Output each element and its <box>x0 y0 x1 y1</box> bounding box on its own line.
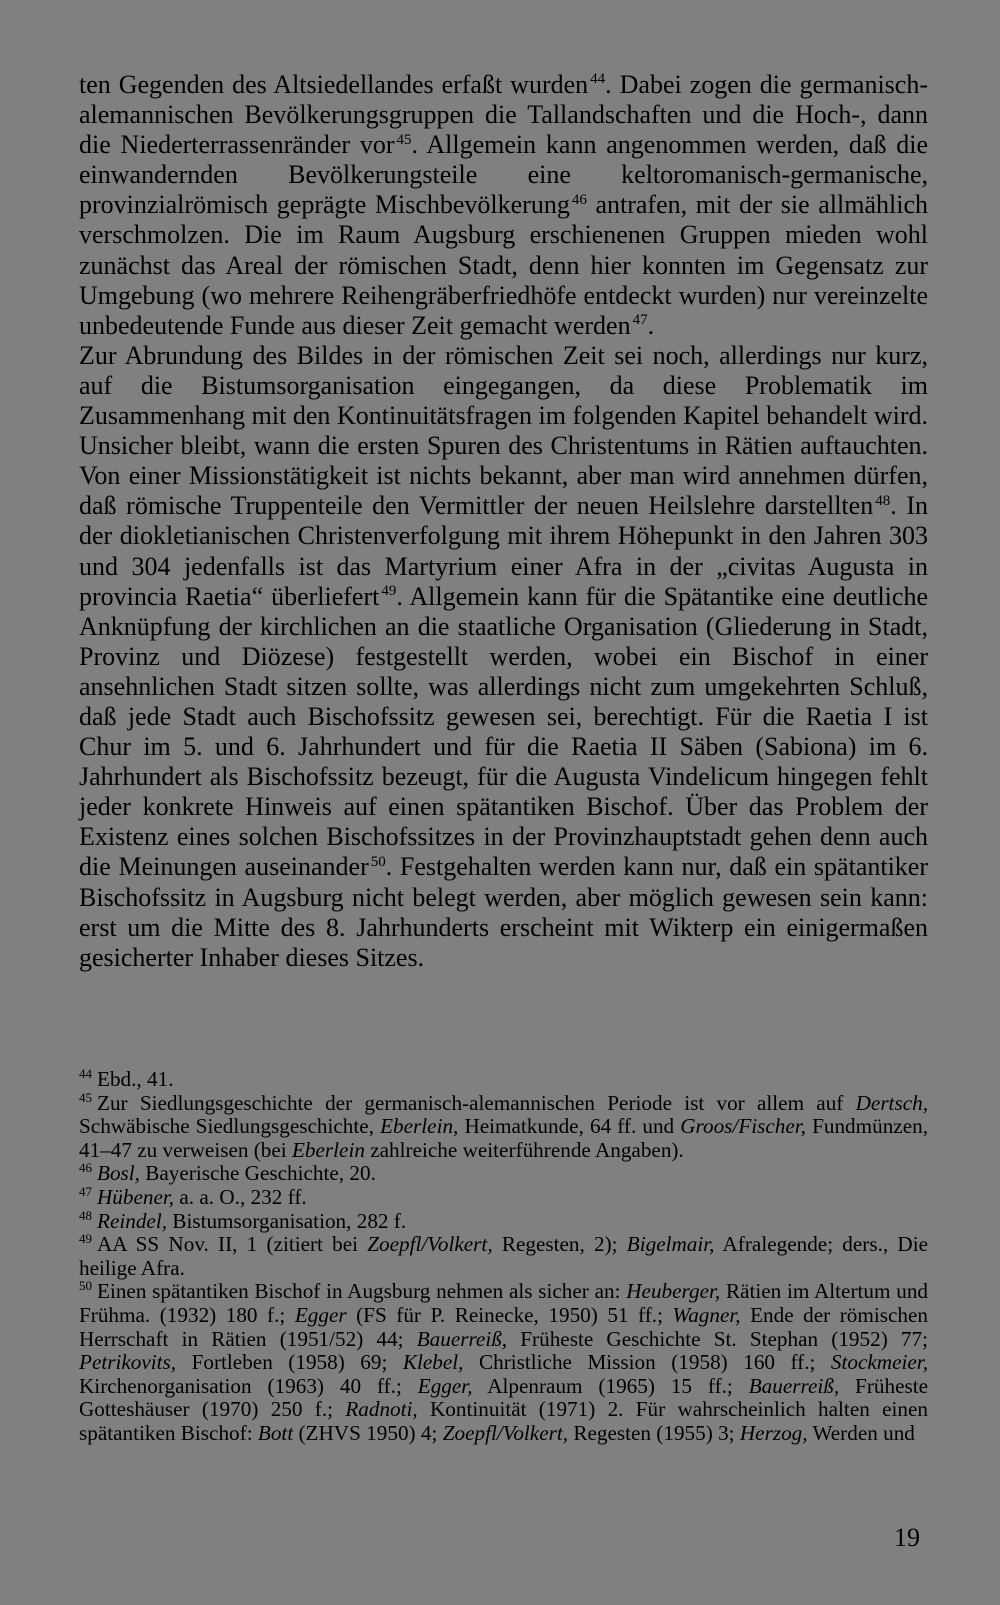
footnote-ref: 44 <box>590 71 606 88</box>
text-segment: . Allgemein kann angenommen werden, daß die einwandernden Bevölkerungsteile eine keltoromanisch-germanische, provinzialrömisch geprägte Mischbevölkerung <box>79 130 928 220</box>
note-text: Ende der römischen Herrschaft in Rätien (1951/52) 44; <box>79 1302 928 1351</box>
text-segment: . Dabei zogen die germanisch-alemannischen Bevölkerungsgruppen die Tallandschaften und die Hoch-, dann die Niederterrassenränder vor <box>79 70 928 160</box>
page-number: 19 <box>894 1523 920 1552</box>
footnote-number: 47 <box>79 1183 92 1199</box>
note-text: Zur Siedlungsgeschichte der germanisch-alemannischen Periode ist vor allem auf <box>97 1090 856 1115</box>
text-segment: Zur Abrundung des Bildes in der römischen Zeit sei noch, allerdings nur kurz, auf die Bistumsorganisation eingegangen, da diese Problematik im Zusammenhang mit den Kontinuitätsfragen im folgenden Kapitel behandelt wird. Unsicher bleibt, wann die ersten Spuren des Christentums in Rätien auftauchten. Von einer Missionstätigkeit ist nichts bekannt, aber man wird annehmen dürfen, daß römische Truppenteile den Vermittler der neuen Heilslehre darstellten <box>79 340 928 521</box>
author-name: Bigelmair, <box>626 1232 715 1257</box>
note-text: Christliche Mission (1958) 160 ff.; <box>463 1350 831 1375</box>
footnote <box>79 1183 928 1210</box>
note-text: (FS für P. Reinecke, 1950) 51 ff.; <box>346 1302 673 1327</box>
note-text: AA SS Nov. II, 1 (zitiert bei <box>97 1232 368 1257</box>
author-name: Bosl, <box>97 1161 140 1186</box>
body-text <box>79 70 928 973</box>
footnote-ref: 46 <box>571 191 587 208</box>
author-name: Petrikovits, <box>79 1350 177 1375</box>
note-text: Bistumsorganisation, 282 f. <box>167 1208 407 1233</box>
note-text: Schwäbische Siedlungsgeschichte, <box>79 1114 381 1139</box>
author-name: Klebel, <box>402 1350 464 1375</box>
note-text: Früheste Gotteshäuser (1970) 250 f.; <box>79 1373 929 1422</box>
note-text: Früheste Geschichte St. Stephan (1952) 77; <box>507 1326 928 1351</box>
text-segment: . <box>647 310 655 340</box>
footnote-ref: 50 <box>370 853 386 870</box>
author-name: Eberlein <box>291 1137 365 1162</box>
author-name: Bott <box>257 1420 294 1445</box>
text-segment: . Festgehalten werden kann nur, daß ein spätantiker Bischofssitz in Augsburg nicht belegt werden, aber möglich gewesen sein kann: erst um die Mitte des 8. Jahrhunderts erscheint mit Wikterp ein einigermaßen gesicherter Inhaber dieses Sitzes. <box>79 852 928 972</box>
footnote <box>79 1207 928 1234</box>
note-text: Kirchenorganisation (1963) 40 ff.; <box>79 1373 418 1398</box>
footnote <box>79 1233 928 1280</box>
note-text: Kontinuität (1971) 2. Für wahrscheinlich halten einen spätantiken Bischof: <box>79 1397 928 1445</box>
author-name: Bauerreiß, <box>416 1326 508 1351</box>
author-name: Eberlein, <box>380 1114 459 1139</box>
note-text: Heimatkunde, 64 ff. und <box>458 1114 681 1139</box>
note-text: Einen spätantiken Bischof in Augsburg nehmen als sicher an: <box>97 1279 627 1304</box>
note-text: Fundmünzen, 41–47 zu verweisen (bei <box>79 1114 929 1162</box>
note-text: a. a. O., 232 ff. <box>174 1184 307 1209</box>
paragraph <box>79 70 928 341</box>
footnote-number: 48 <box>79 1207 92 1223</box>
author-name: Stockmeier, <box>830 1350 928 1375</box>
text-segment: . Allgemein kann für die Spätantike eine deutliche Anknüpfung der kirchlichen an die staatliche Organisation (Gliederung in Stadt, Provinz und Diözese) festgestellt werden, wobei ein Bischof in einer ansehnlichen Stadt sitzen sollte, was allerdings nicht zum umgekehrten Schluß, daß jede Stadt auch Bischofssitz gewesen sei, berechtigt. Für die Raetia I ist Chur im 5. und 6. Jahrhundert und für die Raetia II Säben (Sabiona) im 6. Jahrhundert als Bischofssitz bezeugt, für die Augusta Vindelicum hingegen fehlt jeder konkrete Hinweis auf einen spätantiken Bischof. Über das Problem der Existenz eines solchen Bischofssitzes in der Provinzhauptstadt gehen denn auch die Meinungen auseinander <box>79 581 928 882</box>
note-text: Rätien im Altertum und Frühma. (1932) 180 f.; <box>79 1279 929 1327</box>
footnote-number: 44 <box>79 1065 92 1081</box>
note-text: Ebd., 41. <box>97 1067 174 1091</box>
author-name: Zoepfl/Volkert, <box>367 1232 493 1257</box>
author-name: Bauerreiß, <box>748 1373 840 1398</box>
footnote-ref: 47 <box>632 312 648 329</box>
footnote-ref: 45 <box>396 131 412 148</box>
note-text: zahlreiche weiterführende Angaben). <box>364 1137 684 1162</box>
author-name: Egger <box>294 1302 347 1327</box>
text-segment: . In der diokletianischen Christenverfolgung mit ihrem Höhepunkt in den Jahren 303 und 304 jedenfalls ist das Martyrium einer Afra in der „civitas Augusta in provincia Raetia“ überliefert <box>79 491 928 611</box>
author-name: Hübener, <box>97 1184 175 1209</box>
note-text: (ZHVS 1950) 4; <box>293 1420 443 1445</box>
author-name: Groos/Fischer, <box>680 1114 806 1139</box>
author-name: Dertsch, <box>855 1090 928 1115</box>
footnote-number: 46 <box>79 1160 92 1176</box>
note-text: Afralegende; ders., Die heilige Afra. <box>79 1232 928 1280</box>
footnote <box>79 1162 928 1186</box>
text-segment: antrafen, mit der sie allmählich verschmolzen. Die im Raum Augsburg erschienenen Gruppen mieden wohl zunächst das Areal der römischen Stadt, denn hier konnten im Gegensatz zur Umgebung (wo mehrere Reihengräberfriedhöfe entdeckt wurden) nur vereinzelte unbedeutende Funde aus dieser Zeit gemacht werden <box>79 190 928 340</box>
footnote-ref: 48 <box>875 492 891 509</box>
note-text: Alpenraum (1965) 15 ff.; <box>472 1373 749 1398</box>
footnote <box>79 1089 929 1163</box>
footnote-number: 49 <box>79 1231 92 1247</box>
author-name: Radnoti, <box>345 1397 418 1422</box>
footnote-number: 45 <box>79 1089 92 1105</box>
note-text: Fortleben (1958) 69; <box>176 1350 403 1375</box>
footnote-ref: 49 <box>381 582 397 599</box>
note-text: Bayerische Geschichte, 20. <box>139 1161 376 1186</box>
footnotes <box>79 1065 929 1446</box>
author-name: Egger, <box>417 1373 473 1398</box>
paragraph <box>79 341 928 973</box>
text-segment: ten Gegenden des Altsiedellandes erfaßt wurden <box>79 70 589 99</box>
author-name: Herzog, <box>739 1420 808 1445</box>
author-name: Reindel, <box>97 1208 168 1233</box>
footnote-number: 50 <box>79 1278 92 1294</box>
author-name: Wagner, <box>672 1302 741 1327</box>
note-text: Werden und <box>807 1420 915 1445</box>
author-name: Zoepfl/Volkert, <box>442 1420 569 1445</box>
note-text: Regesten (1955) 3; <box>568 1420 740 1445</box>
footnote <box>79 1280 928 1445</box>
note-text: Regesten, 2); <box>492 1232 627 1257</box>
author-name: Heuberger, <box>626 1279 721 1304</box>
footnote <box>79 1065 928 1092</box>
